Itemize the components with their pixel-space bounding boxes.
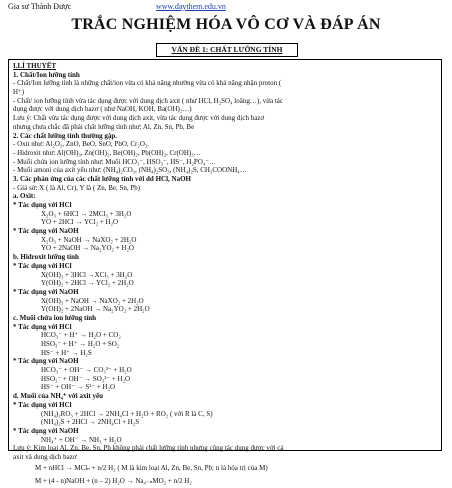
content-box	[8, 59, 442, 485]
text-line: Lưu ý: Kim loại Al, Zn, Be, Sn, Pb không phải chất lưỡng tính nhưng cũng tác dụng được với cả	[13, 444, 284, 453]
text-line: YO + 2NaOH → Na₂YO₂ + H₂O	[41, 244, 134, 253]
text-line: * Tác dụng với HCl	[13, 201, 72, 209]
text-line: a. Oxit:	[13, 192, 36, 201]
text-line: M + nHCl → MClₙ + n/2 H₂ ( M là kim loại Al, Zn, Be, Sn, Pb; n là hóa trị của M)	[35, 463, 268, 472]
text-line: * Tác dụng với NaOH	[13, 227, 79, 236]
text-line: * Tác dụng với NaOH	[13, 426, 79, 435]
text-line: (NH₄)₂RO₃ + 2HCl → 2NH₄Cl + H₂O + RO₂ ( với R là C, S)	[41, 409, 213, 418]
text-line: - Muối amoni của axit yếu như: (NH₄)₂CO₃, (NH₄)₂SO₃, (NH₄)₂S, CH₃COONH₄…	[13, 166, 247, 175]
text-line: d. Muối của NH₄⁺ với axit yếu	[13, 392, 103, 401]
text-line: HSO₃⁻ + H⁺ → H₂O + SO₂	[41, 340, 120, 348]
text-line: axit và dung dịch bazơ	[13, 452, 77, 461]
text-line: * Tác dụng với HCl	[13, 400, 72, 409]
text-line: - Hidroxit như: Al(OH)₃, Zn(OH)₂, Be(OH)₂, Pb(OH)₂, Cr(OH)₃…	[13, 148, 201, 157]
text-line: * Tác dụng với HCl	[13, 322, 72, 331]
text-line: M + (4 - n)NaOH + (n – 2) H₂O → Na₄₋ₙMO₂ + n/2 H₂	[35, 476, 192, 485]
text-line: NH₄⁺ + OH⁻ → NH₃ + H₂O	[41, 435, 122, 444]
text-line: - Chất/ ion lưỡng tính vừa tác dụng được với dung dịch axit ( như HCl, H₂SO₄ loãng…), vừa tác	[13, 96, 283, 105]
text-line: - Giả sử: X ( là Al, Cr), Y là ( Zn, Be, Sn, Pb)	[13, 183, 141, 192]
text-line: I.LÍ THUYẾT	[13, 62, 57, 70]
text-line: dụng được với dung dịch bazơ ( như NaOH, KOH, Ba(OH)₂…)	[13, 105, 192, 114]
text-line: * Tác dụng với NaOH	[13, 287, 79, 296]
text-line: Y(OH)₂ + 2HCl → YCl₂ + 2H₂O	[41, 279, 134, 288]
text-line: b. Hidroxit lưỡng tính	[13, 253, 79, 262]
text-line: X(OH)₃ + NaOH → NaXO₂ + 2H₂O	[41, 296, 144, 305]
text-line: H⁺)	[13, 88, 25, 97]
text-line: 2. Các chất lưỡng tính thường gặp.	[13, 131, 118, 140]
text-line: HCO₃⁻ + OH⁻ → CO₃²⁻ + H₂O	[41, 366, 132, 375]
text-line: * Tác dụng với NaOH	[13, 357, 79, 366]
text-line: (NH₄)₂S + 2HCl → 2NH₄Cl + H₂S	[41, 418, 140, 427]
text-line: - Muối chứa ion lưỡng tính như: Muối HCO₃⁻, HSO₃⁻, HS⁻, H₂PO₄⁻…	[13, 157, 216, 166]
text-line: Y(OH)₂ + 2NaOH → Na₂YO₂ + 2H₂O	[41, 305, 150, 314]
text-line: HS⁻ + OH⁻ → S²⁻ + H₂O	[41, 383, 116, 392]
text-line: X₂O₃ + 6HCl → 2MCl₃ + 3H₂O	[41, 209, 132, 218]
website-link[interactable]: www.daythem.edu.vn	[156, 2, 226, 11]
text-line: - Oxit như: Al₂O₃, ZnO, BeO, SnO, PbO, Cr₂O₃.	[13, 140, 150, 149]
text-line: HSO₃⁻ + OH⁻ → SO₃²⁻ + H₂O	[41, 374, 131, 383]
text-line: c. Muối chứa ion lưỡng tính	[13, 313, 97, 322]
text-line: - Chất/Ion lưỡng tính là những chất/ion vừa có khả năng nhường vừa có khả năng nhận proton (	[13, 79, 282, 88]
author-name: Gia sư Thành Được	[8, 2, 72, 11]
text-line: YO + 2HCl → YCl₂ + H₂O	[41, 218, 119, 227]
text-line: nhưng chưa chắc đã phải chất lưỡng tính như: Al, Zn, Sn, Pb, Be	[13, 122, 195, 131]
text-line: HCO₃⁻ + H⁺ → H₂O + CO₂	[41, 331, 121, 340]
content-lines	[13, 62, 438, 488]
page-header	[8, 2, 444, 14]
text-line: 1. Chất/Ion lưỡng tính	[13, 70, 80, 79]
text-line: 3. Các phản ứng của các chất lưỡng tính với dd HCl, NaOH	[13, 174, 191, 183]
topic-heading: VẤN ĐỀ 1: CHẤT LƯỠNG TÍNH	[171, 45, 283, 54]
text-line: * Tác dụng với HCl	[13, 261, 72, 270]
text-line: HS⁻ + H⁺ → H₂S	[41, 348, 92, 357]
text-line: X(OH)₃ + 3HCl →XCl₃ + 3H₂O	[41, 270, 133, 279]
text-line: Lưu ý: Chất vừa tác dụng được với dung dịch axit, vừa tác dụng được với dung dịch bazơ	[13, 114, 265, 123]
document-title: TRẮC NGHIỆM HÓA VÔ CƠ VÀ ĐÁP ÁN	[71, 16, 381, 33]
text-line: X₂O₃ + NaOH → NaXO₂ + 2H₂O	[41, 235, 137, 244]
topic-box	[156, 43, 298, 57]
